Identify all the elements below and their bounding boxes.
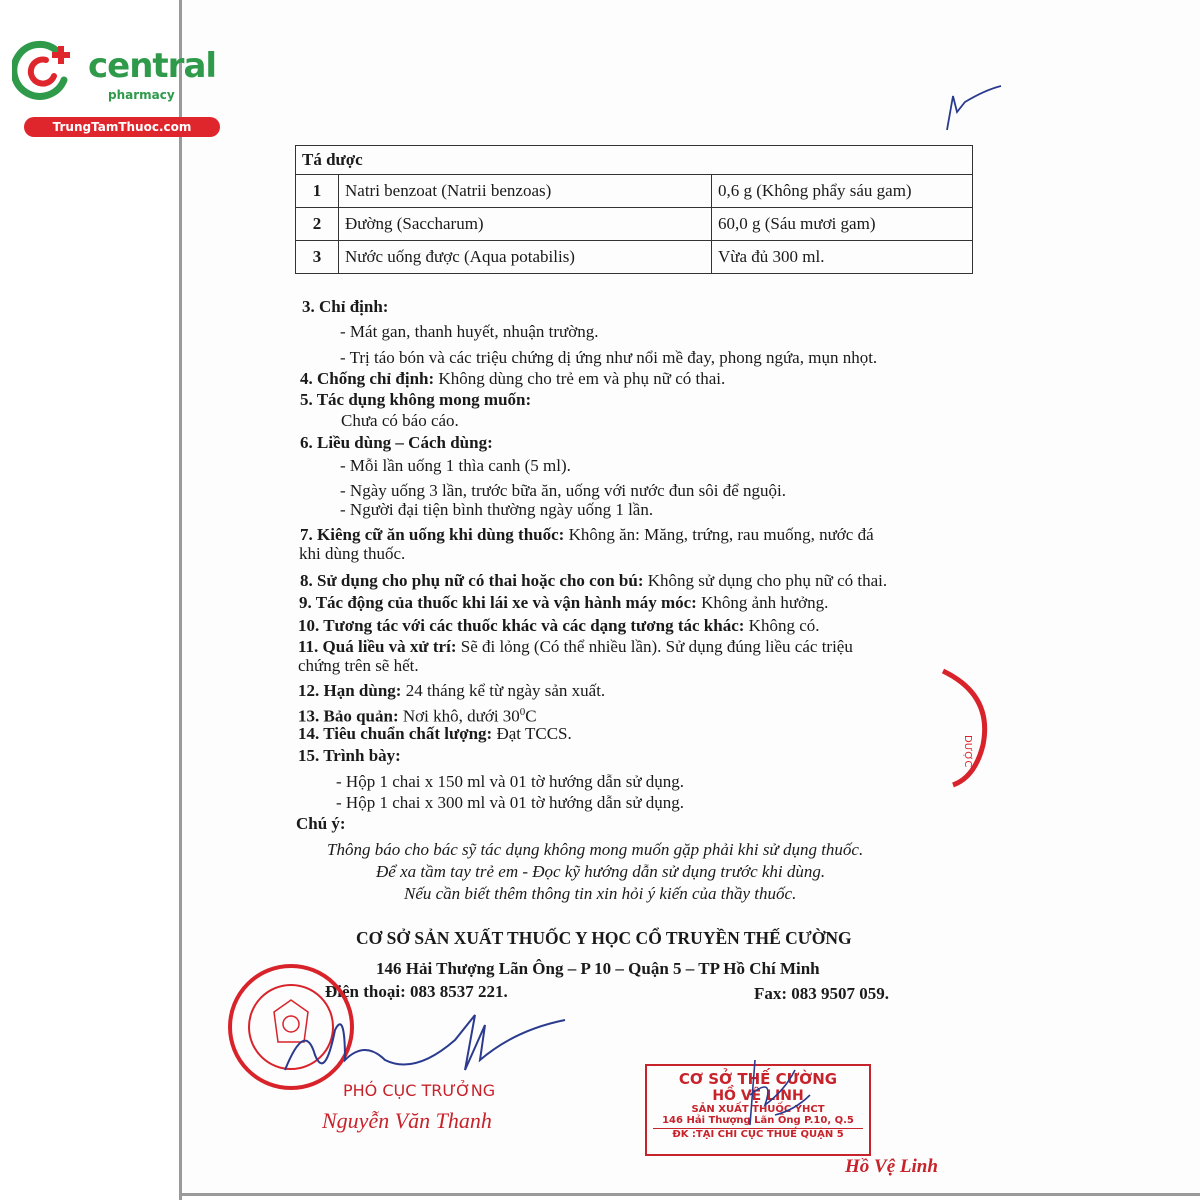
row-number: 3 [296, 241, 339, 274]
table-header: Tá dược [296, 146, 973, 175]
official-title: PHÓ CỤC TRƯỞNG [343, 1081, 496, 1100]
manufacturer-name: CƠ SỞ SẢN XUẤT THUỐC Y HỌC CỔ TRUYỀN THẾ CƯỜNG [356, 928, 852, 948]
ingredient-amount: Vừa đủ 300 ml. [712, 241, 973, 274]
interactions-text: Không có. [744, 616, 820, 635]
logo-brand: central [88, 46, 217, 86]
diet-text-cont: khi dùng thuốc. [299, 544, 406, 563]
stamp-line: HỒ VỆ LINH [712, 1088, 804, 1104]
contraindication-text: Không dùng cho trẻ em và phụ nữ có thai. [434, 369, 726, 388]
stamp-line: 146 Hải Thượng Lãn Ông P.10, Q.5 [662, 1115, 854, 1126]
interactions [298, 616, 820, 636]
scan-border-left [179, 0, 182, 1200]
stamp-line: CƠ SỞ THẾ CƯỜNG [678, 1070, 838, 1088]
official-name: Nguyễn Văn Thanh [322, 1108, 492, 1133]
scan-border-bottom [179, 1193, 1200, 1196]
table-header-row [296, 146, 973, 175]
central-pharmacy-logo[interactable] [10, 38, 215, 138]
pharmacy-cross-logo-icon [12, 40, 74, 102]
note-line: Nếu cần biết thêm thông tin xin hỏi ý kiến của thầy thuốc. [404, 884, 797, 903]
presentation-item: - Hộp 1 chai x 300 ml và 01 tờ hướng dẫn sử dụng. [336, 793, 685, 812]
stamp-line: ĐK :TẠI CHI CỤC THUẾ QUẬN 5 [653, 1128, 863, 1140]
scan-margin [0, 0, 181, 1200]
logo-subtitle: pharmacy [108, 88, 175, 102]
side-effects-heading: 5. Tác dụng không mong muốn: [300, 390, 532, 409]
indication-heading: 3. Chỉ định: [302, 297, 389, 316]
table-row [296, 208, 973, 241]
dosage-item: - Người đại tiện bình thường ngày uống 1 lần. [340, 500, 654, 519]
overdose-text-cont: chứng trên sẽ hết. [298, 656, 419, 675]
ingredient-name: Nước uống được (Aqua potabilis) [339, 241, 712, 274]
note-line: Thông báo cho bác sỹ tác dụng không mong muốn gặp phải khi sử dụng thuốc. [327, 840, 864, 859]
indication-item: - Mát gan, thanh huyết, nhuận trường. [340, 322, 599, 341]
manufacturer-fax: Fax: 083 9507 059. [754, 984, 890, 1003]
driving-heading: 9. Tác động của thuốc khi lái xe và vận hành máy móc: [299, 593, 697, 612]
ingredient-name: Natri benzoat (Natrii benzoas) [339, 175, 712, 208]
official-signature-icon [275, 1000, 575, 1090]
manufacturer-phone: Điện thoại: 083 8537 221. [325, 982, 508, 1001]
partial-seal-icon [935, 665, 995, 790]
storage [298, 702, 537, 727]
presentation-item: - Hộp 1 chai x 150 ml và 01 tờ hướng dẫn sử dụng. [336, 772, 685, 791]
ingredient-amount: 60,0 g (Sáu mươi gam) [712, 208, 973, 241]
driving-effect [299, 593, 828, 613]
driving-text: Không ảnh hưởng. [696, 593, 829, 612]
overdose-heading: 11. Quá liều và xử trí: [298, 637, 457, 656]
table-row [296, 241, 973, 274]
dosage-heading: 6. Liều dùng – Cách dùng: [300, 433, 493, 452]
expiry [298, 681, 605, 701]
overdose [298, 637, 853, 657]
ingredient-name: Đường (Saccharum) [339, 208, 712, 241]
diet-restriction [300, 525, 874, 545]
table-row [296, 175, 973, 208]
pregnancy-heading: 8. Sử dụng cho phụ nữ có thai hoặc cho con bú: [300, 571, 644, 590]
quality-standard [298, 724, 572, 744]
row-number: 1 [296, 175, 339, 208]
owner-signature-icon [735, 1055, 815, 1135]
logo-site: TrungTamThuoc.com [24, 117, 220, 137]
storage-degree: 0 [519, 706, 526, 718]
dosage-item: - Ngày uống 3 lần, trước bữa ăn, uống với nước đun sôi để nguội. [340, 481, 787, 500]
expiry-text: 24 tháng kể từ ngày sản xuất. [401, 681, 606, 700]
stamp-line: SẢN XUẤT THUỐC YHCT [691, 1104, 825, 1115]
storage-unit: C [525, 706, 537, 726]
excipient-table [295, 145, 973, 274]
interactions-heading: 10. Tương tác với các thuốc khác và các dạng tương tác khác: [298, 616, 745, 635]
diet-heading: 7. Kiêng cữ ăn uống khi dùng thuốc: [300, 525, 565, 544]
side-effects-text: Chưa có báo cáo. [341, 411, 459, 430]
pregnancy-use [300, 571, 887, 591]
indication-item: - Trị táo bón và các triệu chứng dị ứng như nổi mề đay, phong ngứa, mụn nhọt. [340, 348, 878, 367]
dosage-item: - Mỗi lần uống 1 thìa canh (5 ml). [340, 456, 571, 475]
owner-signature-name: Hồ Vệ Linh [845, 1156, 938, 1177]
ingredient-amount: 0,6 g (Không phẩy sáu gam) [712, 175, 973, 208]
diet-text: Không ăn: Măng, trứng, rau muống, nước đá [564, 525, 874, 544]
expiry-heading: 12. Hạn dùng: [298, 681, 402, 700]
storage-text: Nơi khô, dưới 30 [398, 706, 520, 726]
manufacturer-address: 146 Hải Thượng Lãn Ông – P 10 – Quận 5 – TP Hồ Chí Minh [376, 959, 820, 978]
note-heading: Chú ý: [296, 814, 346, 833]
note-line: Để xa tầm tay trẻ em - Đọc kỹ hướng dẫn sử dụng trước khi dùng. [376, 862, 826, 881]
quality-text: Đạt TCCS. [492, 724, 572, 743]
quality-heading: 14. Tiêu chuẩn chất lượng: [298, 724, 493, 743]
presentation-heading: 15. Trình bày: [298, 746, 401, 765]
handwritten-tick-icon [945, 78, 1005, 138]
partial-seal-text: DƯỢC [962, 735, 973, 768]
overdose-text: Sẽ đi lỏng (Có thể nhiều lần). Sử dụng đúng liều các triệu [456, 637, 853, 656]
row-number: 2 [296, 208, 339, 241]
contraindication [300, 369, 725, 389]
storage-heading: 13. Bảo quản: [298, 706, 399, 726]
pregnancy-text: Không sử dụng cho phụ nữ có thai. [643, 571, 888, 590]
contraindication-heading: 4. Chống chỉ định: [300, 369, 435, 388]
